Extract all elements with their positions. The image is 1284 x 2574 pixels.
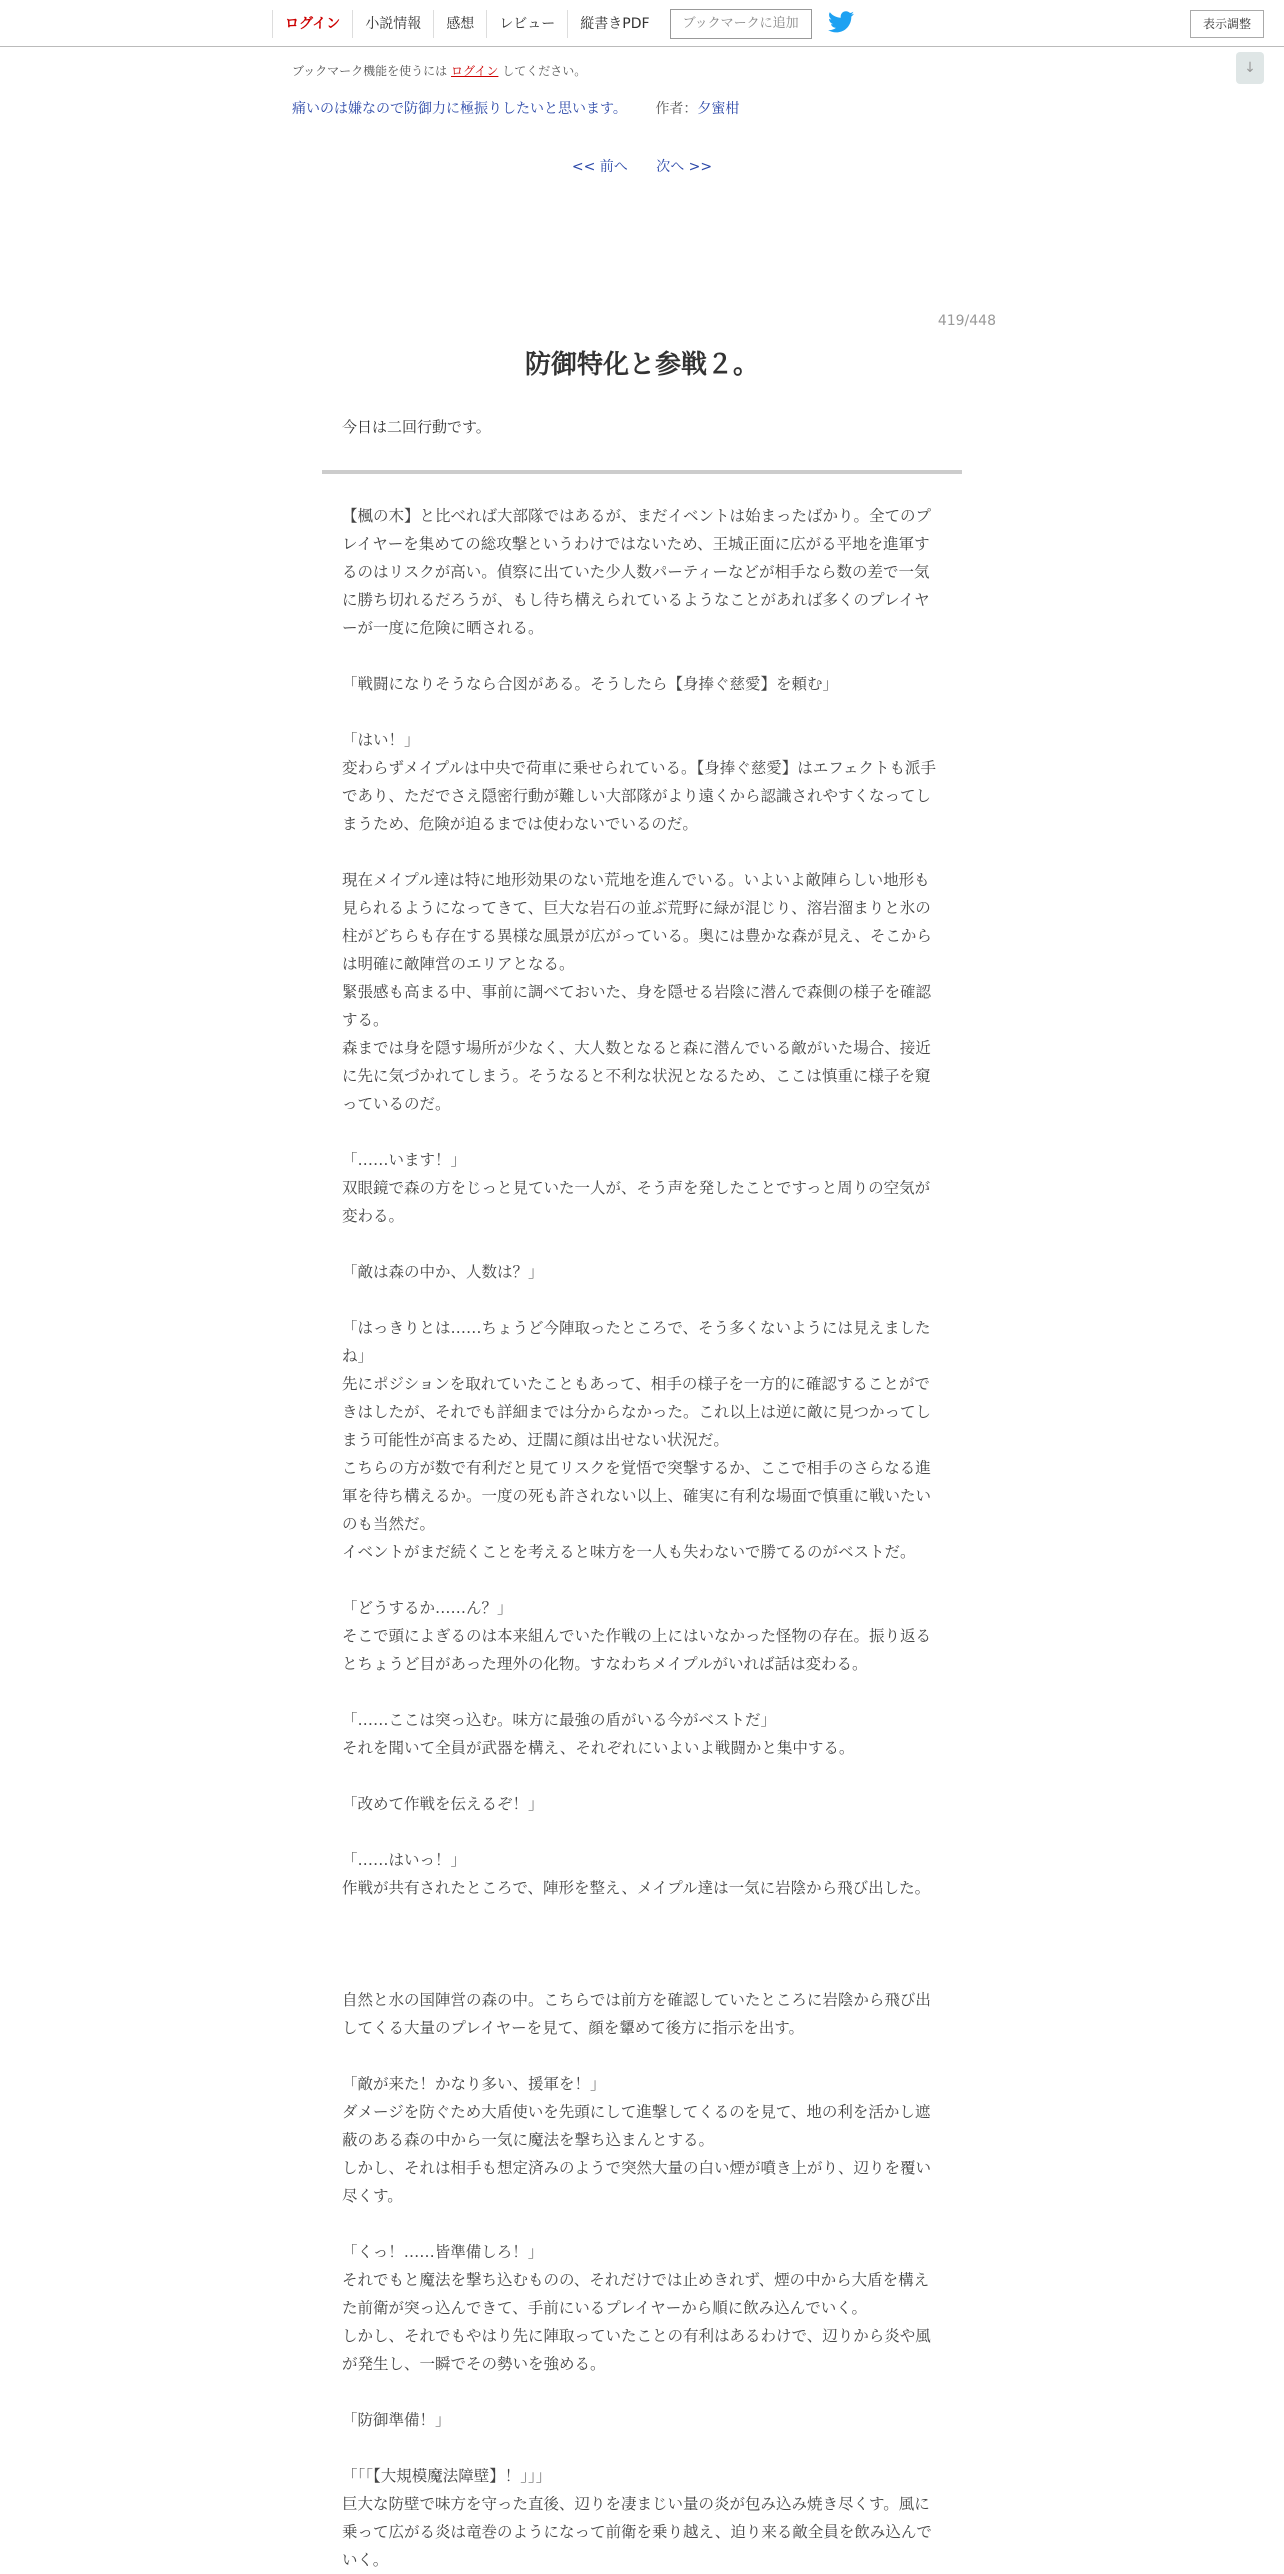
login-link[interactable]: ログイン (272, 10, 352, 38)
chapter-title: 防御特化と参戦２。 (524, 350, 759, 380)
top-nav (272, 10, 854, 38)
novel-title-link[interactable]: 痛いのは嫌なので防御力に極振りしたいと思います。 (292, 101, 627, 117)
scroll-down-button[interactable] (1236, 52, 1264, 84)
blank-line (342, 2434, 942, 2462)
body-paragraph: イベントがまだ続くことを考えると味方を一人も失わないで勝てるのがベストだ。 (342, 1543, 916, 1561)
review-link[interactable]: レビュー (486, 10, 567, 38)
display-adjust-button[interactable]: 表示調整 (1190, 10, 1264, 38)
blank-line (342, 2378, 942, 2406)
author-label: 作者： (655, 101, 698, 117)
arrow-down-icon: ↓ (1244, 60, 1256, 76)
blank-line (342, 1818, 942, 1846)
body-paragraph: 【楓の木】と比べれば大部隊ではあるが、まだイベントは始まったばかり。全てのプレイヤーを集めての総攻撃というわけではないため、王城正面に広がる平地を進軍するのはリスクが高い。偵察に出ていた少人数パーティーなどが相手なら数の差で一気に勝ち切れるだろうが、もし待ち構えられているようなことがあれば多くのプレイヤーが一度に危険に晒される。 (342, 507, 932, 637)
body-paragraph: 「くっ！……皆準備しろ！」 (342, 2243, 544, 2261)
body-paragraph: しかし、それでもやはり先に陣取っていたことの有利はあるわけで、辺りから炎や風が発生し、一瞬でその勢いを強める。 (342, 2327, 931, 2373)
body-paragraph: それを聞いて全員が武器を構え、それぞれにいよいよ戦闘かと集中する。 (342, 1739, 855, 1757)
prev-chapter-link[interactable]: << 前へ (571, 159, 628, 175)
body-paragraph: ダメージを防ぐため大盾使いを先頭にして進撃してくるのを見て、地の利を活かし遮蔽のある森の中から一気に魔法を撃ち込まんとする。 (342, 2103, 931, 2149)
body-paragraph: 緊張感も高まる中、事前に調べておいた、身を隠せる岩陰に潜んで森側の様子を確認する。 (342, 983, 932, 1029)
body-paragraph: そこで頭によぎるのは本来組んでいた作戦の上にはいなかった怪物の存在。振り返るとちょうど目があった理外の化物。すなわちメイプルがいれば話は変わる。 (342, 1627, 932, 1673)
blank-line (342, 1230, 942, 1258)
body-paragraph: それでもと魔法を撃ち込むものの、それだけでは止めきれず、煙の中から大盾を構えた前衛が突っ込んできて、手前にいるプレイヤーから順に飲み込んでいく。 (342, 2271, 930, 2317)
bookmark-note-prefix: ブックマーク機能を使うには (292, 64, 448, 78)
author-link[interactable]: 夕蜜柑 (697, 101, 740, 117)
body-paragraph: 「敵は森の中か、人数は？」 (342, 1263, 544, 1281)
body-paragraph: こちらの方が数で有利だと見てリスクを覚悟で突撃するか、ここで相手のさらなる進軍を待ち構えるか。一度の死も許されない以上、確実に有利な場面で慎重に戦いたいのも当然だ。 (342, 1459, 932, 1533)
scene-break (342, 1902, 942, 1986)
body-paragraph: 自然と水の国陣営の森の中。こちらでは前方を確認していたところに岩陰から飛び出してくる大量のプレイヤーを見て、顔を顰めて後方に指示を出す。 (342, 1991, 931, 2037)
bookmark-note-suffix: してください。 (502, 64, 587, 78)
novel-info-link[interactable]: 小説情報 (352, 10, 433, 38)
next-chapter-link[interactable]: 次へ >> (656, 159, 713, 175)
body-paragraph: 「はい！」 (342, 731, 420, 749)
body-paragraph: 森までは身を隠す場所が少なく、大人数となると森に潜んでいる敵がいた場合、接近に先に気づかれてしまう。そうなると不利な状況となるため、ここは慎重に様子を窺っているのだ。 (342, 1039, 931, 1113)
blank-line (342, 2042, 942, 2070)
body-paragraph: 現在メイプル達は特に地形効果のない荒地を進んでいる。いよいよ敵陣らしい地形も見られるようになってきて、巨大な岩石の並ぶ荒野に緑が混じり、溶岩溜まりと氷の柱がどちらも存在する異様な風景が広がっている。奥には豊かな森が見え、そこからは明確に敵陣営のエリアとなる。 (342, 871, 932, 973)
bookmark-login-note (292, 62, 586, 79)
body-paragraph: しかし、それは相手も想定済みのようで突然大量の白い煙が噴き上がり、辺りを覆い尽くす。 (342, 2159, 932, 2205)
blank-line (342, 1678, 942, 1706)
body-paragraph: 巨大な防壁で味方を守った直後、辺りを凄まじい量の炎が包み込み焼き尽くす。風に乗って広がる炎は竜巻のようになって前衛を乗り越え、迫り来る敵全員を飲み込んでいく。 (342, 2495, 932, 2569)
body-paragraph: 「どうするか……ん？」 (342, 1599, 513, 1617)
chapter-body (342, 502, 942, 2574)
top-bar (0, 0, 1284, 47)
body-paragraph: 「戦闘になりそうなら合図がある。そうしたら【身捧ぐ慈愛】を頼む」 (342, 675, 839, 693)
blank-line (342, 698, 942, 726)
chapter-preface: 今日は二回行動です。 (342, 418, 491, 436)
body-paragraph: 変わらずメイプルは中央で荷車に乗せられている。【身捧ぐ慈愛】はエフェクトも派手であり、ただでさえ隠密行動が難しい大部隊がより遠くから認識されやすくなってしまうため、危険が迫るまでは使わないでいるのだ。 (342, 759, 936, 833)
preface-divider (322, 470, 962, 474)
body-paragraph: 「はっきりとは……ちょうど今陣取ったところで、そう多くないようには見えましたね」 (342, 1319, 931, 1365)
body-paragraph: 「「「【大規模魔法障壁】！」」」 (342, 2467, 552, 2485)
body-paragraph: 「……はいっ！」 (342, 1851, 467, 1869)
impressions-link[interactable]: 感想 (433, 10, 486, 38)
body-paragraph: 「……います！」 (342, 1151, 467, 1169)
body-paragraph: 双眼鏡で森の方をじっと見ていた一人が、そう声を発したことですっと周りの空気が変わる。 (342, 1179, 931, 1225)
body-paragraph: 「敵が来た！かなり多い、援軍を！」 (342, 2075, 606, 2093)
blank-line (342, 1566, 942, 1594)
blank-line (342, 838, 942, 866)
chapter-pager (0, 156, 1284, 176)
body-paragraph: 作戦が共有されたところで、陣形を整え、メイプル達は一気に岩陰から飛び出した。 (342, 1879, 931, 1897)
body-paragraph: 「改めて作戦を伝えるぞ！」 (342, 1795, 544, 1813)
blank-line (342, 2210, 942, 2238)
body-paragraph: 「……ここは突っ込む。味方に最強の盾がいる今がベストだ」 (342, 1711, 777, 1729)
body-paragraph: 「防御準備！」 (342, 2411, 451, 2429)
body-paragraph: 先にポジションを取れていたこともあって、相手の様子を一方的に確認することができはしたが、それでも詳細までは分からなかった。これ以上は逆に敵に見つかってしまう可能性が高まるため、迂闊に顔は出せない状況だ。 (342, 1375, 932, 1449)
blank-line (342, 642, 942, 670)
novel-title-row (292, 98, 739, 118)
bookmark-login-link[interactable]: ログイン (451, 64, 499, 78)
blank-line (342, 1762, 942, 1790)
blank-line (342, 1286, 942, 1314)
vertical-pdf-link[interactable]: 縦書きPDF (567, 10, 661, 38)
blank-line (342, 1118, 942, 1146)
twitter-share-button[interactable] (812, 11, 854, 37)
chapter-counter: 419/448 (937, 313, 996, 329)
add-bookmark-button[interactable]: ブックマークに追加 (670, 9, 812, 39)
twitter-bird-icon (828, 11, 854, 33)
